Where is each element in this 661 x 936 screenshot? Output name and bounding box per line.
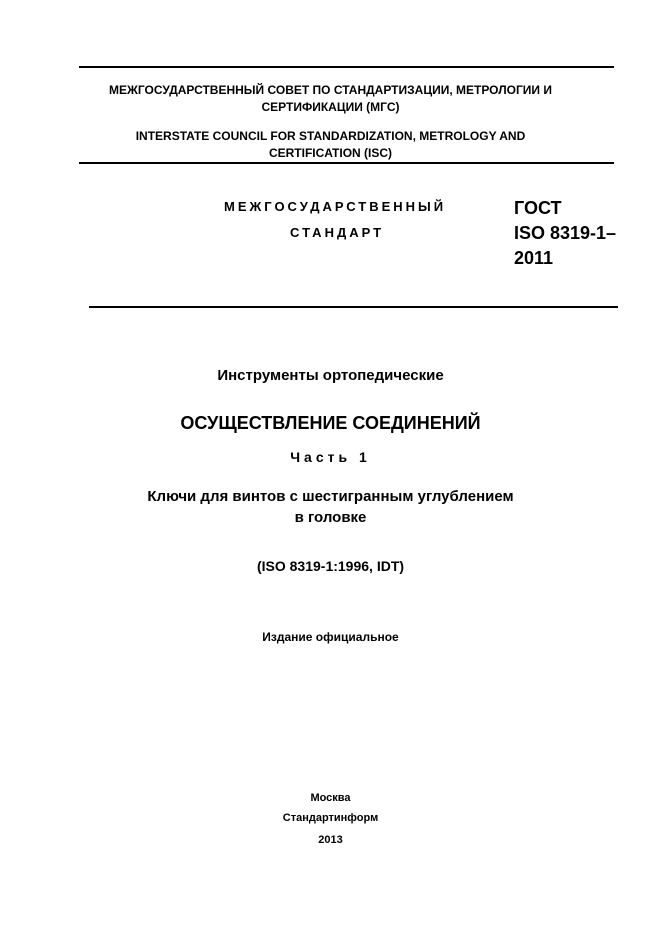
council-en [0,128,661,162]
imprint-year: 2013 [318,834,343,846]
gost-number: ISO 8319-1– [514,223,617,243]
title-subtitle [0,486,661,528]
council-ru-line2: СЕРТИФИКАЦИИ (МГС) [261,100,400,114]
standard-word-1: МЕЖГОСУДАРСТВЕННЫЙ [224,199,447,214]
subtitle-line1: Ключи для винтов с шестигранным углублением [147,488,514,505]
iso-reference: (ISO 8319-1:1996, IDT) [256,558,405,574]
gost-year: 2011 [514,248,554,268]
part-number: Часть 1 [290,449,371,465]
imprint-city: Москва [310,792,351,804]
council-en-line1: INTERSTATE COUNCIL FOR STANDARDIZATION, METROLOGY AND [135,129,526,143]
gost-designation [514,196,616,271]
council-en-line2: CERTIFICATION (ISC) [268,146,393,160]
title-main: ОСУЩЕСТВЛЕНИЕ СОЕДИНЕНИЙ [180,413,481,433]
council-ru [0,82,661,116]
header-bottom-rule [79,162,614,164]
edition-note: Издание официальное [262,630,399,644]
gost-label: ГОСТ [514,198,562,218]
standard-word-2: СТАНДАРТ [290,225,385,240]
subtitle-line2: в головке [294,509,367,526]
imprint-publisher: Стандартинформ [282,812,379,824]
designation-rule [89,306,618,308]
council-ru-line1: МЕЖГОСУДАРСТВЕННЫЙ СОВЕТ ПО СТАНДАРТИЗАЦИИ, МЕТРОЛОГИИ И [109,83,552,97]
title-line1: Инструменты ортопедические [217,367,444,384]
top-rule [79,66,614,68]
